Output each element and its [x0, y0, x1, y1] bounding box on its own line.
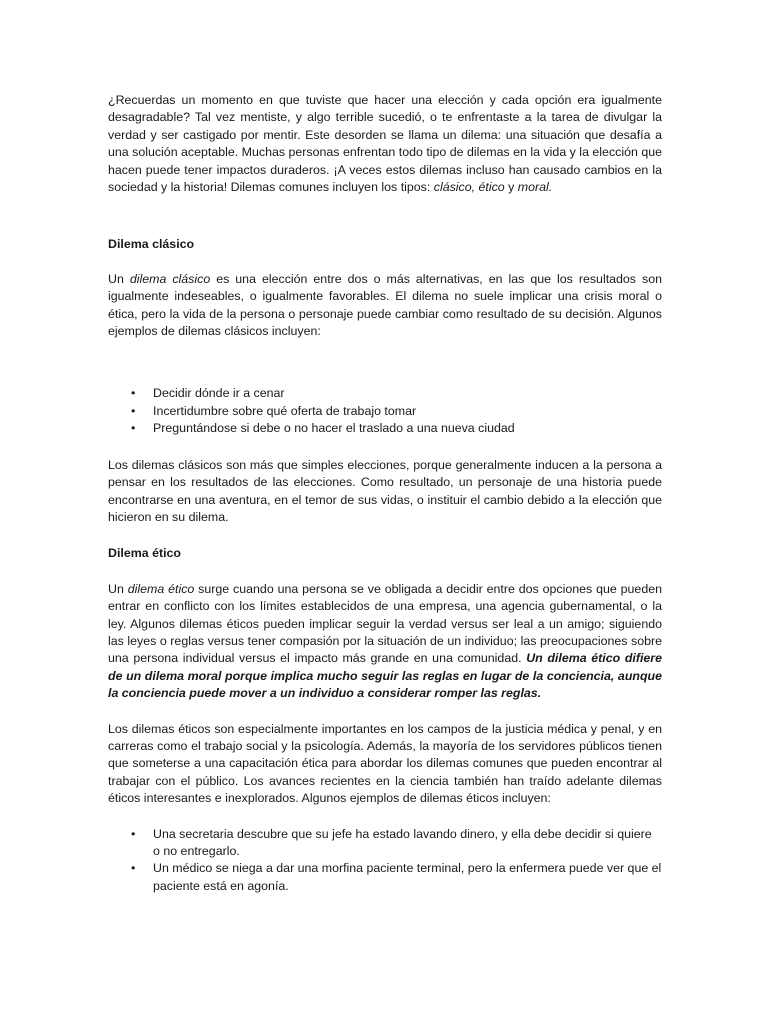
- bullet-icon: •: [131, 403, 136, 418]
- classic-paragraph-2: Los dilemas clásicos son más que simples elecciones, porque generalmente inducen a la persona a pensar en los resultados de las elecciones. Como resultado, un personaje de una historia puede encontrarse en una aventura, en el temor de sus vidas, o instituir el cambio debido a la elección que hicieron en su dilema.: [108, 457, 662, 524]
- list-item-text: Un médico se niega a dar una morfina paciente terminal, pero la enfermera puede ver que el paciente está en agonía.: [153, 861, 662, 893]
- ethical-paragraph-1: [108, 581, 662, 703]
- list-item: [108, 420, 662, 437]
- list-item-text: Decidir dónde ir a cenar: [153, 386, 285, 401]
- list-item: [108, 860, 662, 895]
- list-item-text: Una secretaria descubre que su jefe ha estado lavando dinero, y ella debe decidir si quiere o no entregarlo.: [153, 826, 652, 858]
- intro-type-moral: moral.: [517, 180, 553, 195]
- list-item-text: Preguntándose si debe o no hacer el traslado a una nueva ciudad: [153, 421, 515, 436]
- classic-heading: Dilema clásico: [108, 237, 195, 252]
- ethical-heading: Dilema ético: [108, 546, 181, 561]
- classic-term: dilema clásico: [129, 271, 211, 286]
- classic-examples-list: [108, 385, 662, 437]
- list-item: [108, 403, 662, 420]
- ethical-examples-list: [108, 826, 662, 896]
- ethical-paragraph-2: Los dilemas éticos son especialmente importantes en los campos de la justicia médica y penal, y en carreras como el trabajo social y la psicología. Además, la mayoría de los servidores públicos tienen que someterse a una capacitación ética para abordar los dilemas comunes que pueden encontrar al trabajar con el público. Los avances recientes en la ciencia también han traído adelante dilemas éticos interesantes e inexplorados. Algunos ejemplos de dilemas éticos incluyen:: [108, 721, 662, 806]
- intro-text: ¿Recuerdas un momento en que tuviste que hacer una elección y cada opción era igualmente desagradable? Tal vez mentiste, y algo terrible sucedió, o te enfrentaste a la tarea de divulgar la verdad y ser castigado por mentir. Este desorden se llama un dilema: una situación que desafía a una solución aceptable. Muchas personas enfrentan todo tipo de dilemas en la vida y la elección que hacen puede tener impactos duraderos. ¡A veces estos dilemas incluso han causado cambios en la sociedad y la historia! Dilemas comunes incluyen los tipos:: [108, 93, 662, 195]
- intro-and: y: [504, 180, 518, 195]
- bullet-icon: •: [131, 386, 136, 401]
- classic-paragraph-1: [108, 271, 662, 341]
- list-item-text: Incertidumbre sobre qué oferta de trabajo tomar: [153, 403, 417, 418]
- list-item: [108, 385, 662, 402]
- bullet-icon: •: [131, 421, 136, 436]
- intro-type-classic-ethical: clásico, ético: [433, 180, 505, 195]
- ethical-p1-emphasis: Un dilema ético difiere de un dilema moral porque implica mucho seguir las reglas en lugar de la conciencia, aunque la conciencia puede mover a un individuo a considerar romper las reglas.: [108, 651, 663, 701]
- bullet-icon: •: [131, 861, 136, 876]
- bullet-icon: •: [131, 826, 136, 841]
- document-page: [108, 92, 662, 895]
- classic-p1-rest: es una elección entre dos o más alternativas, en las que los resultados son igualmente indeseables, o igualmente favorables. El dilema no suele implicar una crisis moral o ética, pero la vida de la persona o personaje puede cambiar como resultado de su decisión. Algunos ejemplos de dilemas clásicos incluyen:: [108, 271, 662, 339]
- intro-paragraph: [108, 92, 662, 196]
- ethical-p1-rest: surge cuando una persona se ve obligada a decidir entre dos opciones que pueden entrar en conflicto con los límites establecidos de una empresa, una agencia gubernamental, o la ley. Algunos dilemas éticos pueden implicar seguir la verdad versus ser leal a un amigo; siguiendo las leyes o reglas versus tener compasión por la situación de un individuo; las preocupaciones sobre una persona individual versus el impacto más grande en una comunidad.: [108, 581, 662, 666]
- ethical-term: dilema ético: [127, 581, 195, 596]
- ethical-p1-start: Un: [108, 581, 128, 596]
- classic-p1-start: Un: [108, 271, 130, 286]
- list-item: [108, 826, 662, 861]
